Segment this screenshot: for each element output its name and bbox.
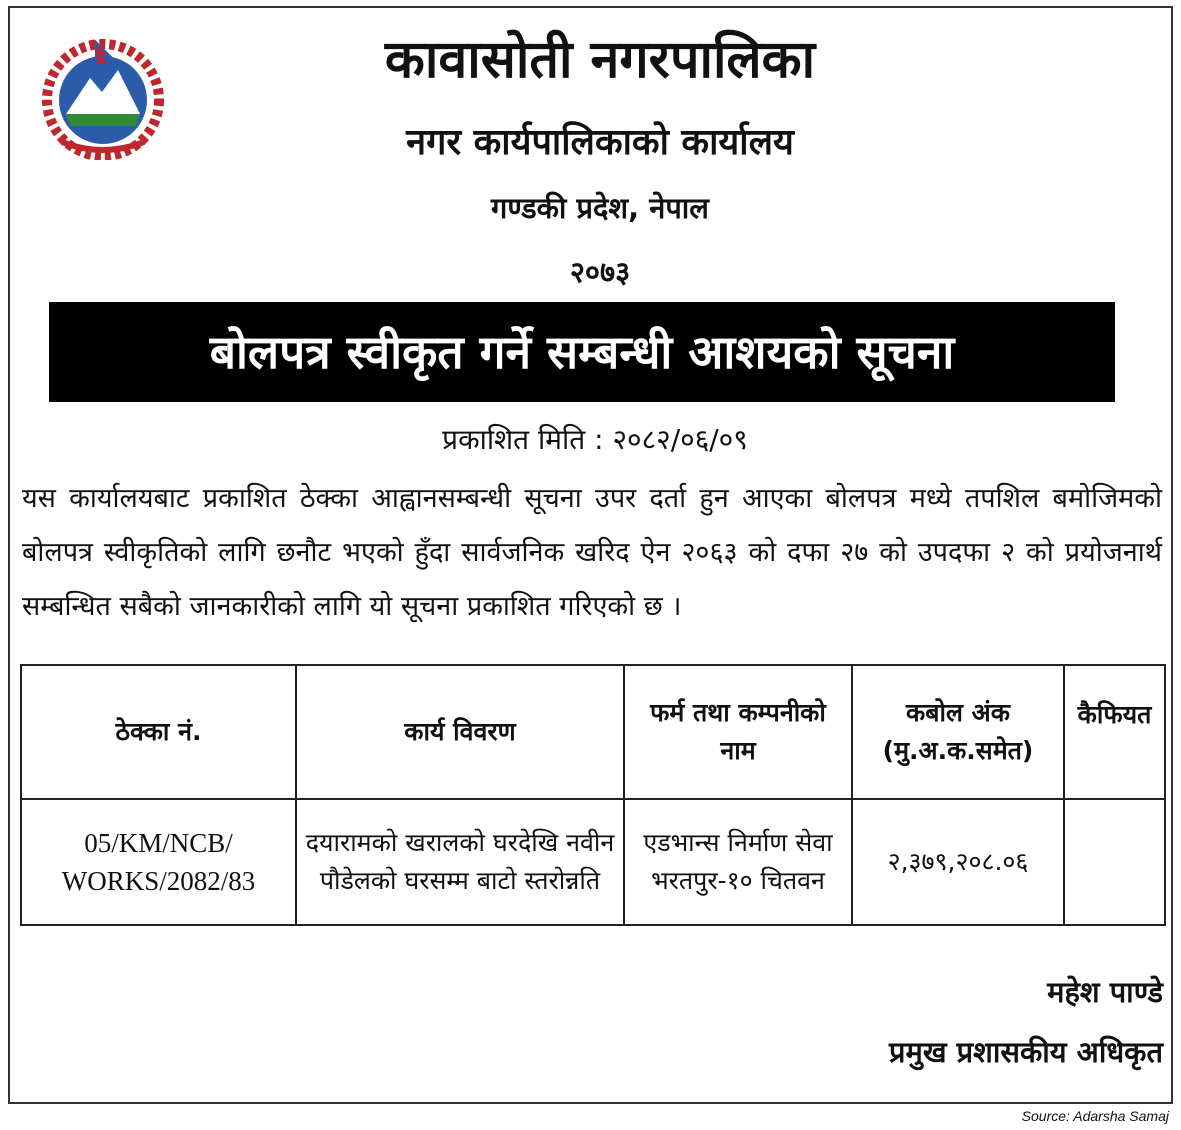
cell-bid-amount: २,३७९,२०८.०६ bbox=[852, 799, 1064, 925]
nepal-emblem-icon bbox=[32, 30, 174, 160]
notice-title-banner: बोलपत्र स्वीकृत गर्ने सम्बन्धी आशयको सूचना bbox=[49, 302, 1115, 402]
established-year: २०७३ bbox=[569, 255, 631, 289]
header-work-description: कार्य विवरण bbox=[296, 665, 624, 799]
table-header-row bbox=[21, 665, 1165, 799]
signatory-name: महेश पाण्डे bbox=[1047, 975, 1163, 1009]
tender-table bbox=[20, 664, 1166, 926]
header-bid-amount: कबोल अंक (मु.अ.क.समेत) bbox=[852, 665, 1064, 799]
header-firm-name: फर्म तथा कम्पनीको नाम bbox=[624, 665, 852, 799]
header-contract-no: ठेक्का नं. bbox=[21, 665, 296, 799]
cell-contract-no: 05/KM/NCB/ WORKS/2082/83 bbox=[21, 799, 296, 925]
table-row bbox=[21, 799, 1165, 925]
province-name: गण्डकी प्रदेश, नेपाल bbox=[491, 191, 709, 225]
municipality-name: कावासोती नगरपालिका bbox=[384, 30, 816, 90]
header-remarks: कैफियत bbox=[1064, 665, 1165, 799]
notice-body: यस कार्यालयबाट प्रकाशित ठेक्का आह्वानसम्बन्धी सूचना उपर दर्ता हुन आएका बोलपत्र मध्ये तपशिल बमोजिमको बोलपत्र स्वीकृतिको लागि छनौट भएको हुँदा सार्वजनिक खरिद ऐन २०६३ को दफा २७ को उपदफा २ को प्रयोजनार्थ सम्बन्धित सबैको जानकारीको लागि यो सूचना प्रकाशित गरिएको छ । bbox=[22, 483, 1162, 622]
source-credit: Source: Adarsha Samaj bbox=[1021, 1108, 1169, 1124]
cell-work-description: दयारामको खरालको घरदेखि नवीन पौडेलको घरसम्म बाटो स्तरोन्नति bbox=[296, 799, 624, 925]
office-name: नगर कार्यपालिकाको कार्यालय bbox=[406, 122, 794, 163]
published-date: प्रकाशित मिति : २०८२/०६/०९ bbox=[442, 423, 748, 456]
cell-remarks bbox=[1064, 799, 1165, 925]
cell-firm-name: एडभान्स निर्माण सेवा भरतपुर-१० चितवन bbox=[624, 799, 852, 925]
signatory-title: प्रमुख प्रशासकीय अधिकृत bbox=[888, 1035, 1163, 1069]
